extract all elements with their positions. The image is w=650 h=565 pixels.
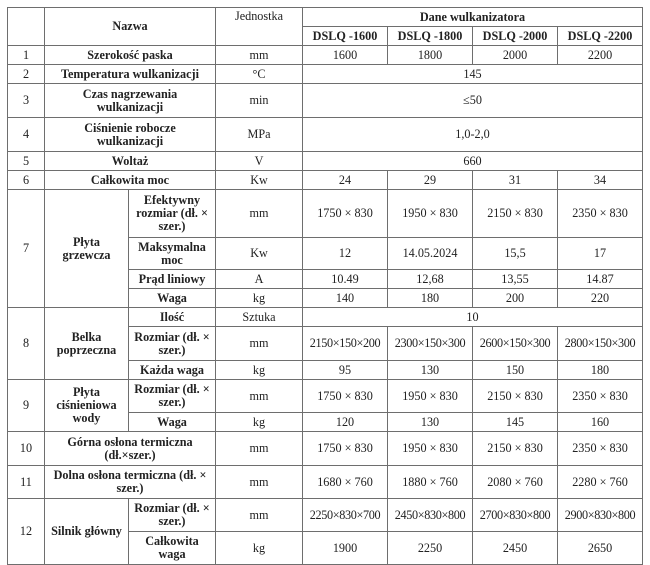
header-model-2: DSLQ -1800 xyxy=(388,27,473,46)
value-cell: 2280 × 760 xyxy=(558,466,643,499)
value-cell: 34 xyxy=(558,171,643,190)
table-row xyxy=(8,466,643,499)
row-number: 9 xyxy=(8,380,45,432)
sub-name: Rozmiar (dł. × szer.) xyxy=(129,499,216,532)
group-name: Belka poprzeczna xyxy=(45,308,129,380)
table-row xyxy=(8,308,643,327)
value-cell: 2200 xyxy=(558,46,643,65)
value-cell: 95 xyxy=(303,361,388,380)
value-cell: 2800×150×300 xyxy=(558,327,643,361)
row-unit: kg xyxy=(216,413,303,432)
row-unit: A xyxy=(216,270,303,289)
row-unit: kg xyxy=(216,361,303,380)
value-cell: 1750 × 830 xyxy=(303,380,388,413)
row-unit: °C xyxy=(216,65,303,84)
table-row xyxy=(8,190,643,238)
value-cell: 2350 × 830 xyxy=(558,432,643,466)
row-unit: Kw xyxy=(216,238,303,270)
row-unit: mm xyxy=(216,380,303,413)
row-name: Czas nagrzewania wulkanizacji xyxy=(45,84,216,118)
value-cell: 12 xyxy=(303,238,388,270)
value-cell: 1950 × 830 xyxy=(388,190,473,238)
value-cell: 2450×830×800 xyxy=(388,499,473,532)
value-cell: 2350 × 830 xyxy=(558,380,643,413)
value-cell: 1600 xyxy=(303,46,388,65)
value-cell: 2150 × 830 xyxy=(473,432,558,466)
header-model-3: DSLQ -2000 xyxy=(473,27,558,46)
row-unit: mm xyxy=(216,432,303,466)
header-group: Dane wulkanizatora xyxy=(303,8,643,27)
row-unit: mm xyxy=(216,327,303,361)
row-name: Dolna osłona termiczna (dł. × szer.) xyxy=(45,466,216,499)
sub-name: Waga xyxy=(129,289,216,308)
value-cell: 17 xyxy=(558,238,643,270)
value-cell: 31 xyxy=(473,171,558,190)
value-cell: 13,55 xyxy=(473,270,558,289)
table-row xyxy=(8,84,643,118)
row-name: Szerokość paska xyxy=(45,46,216,65)
group-name: Płyta ciśnieniowa wody xyxy=(45,380,129,432)
table-row xyxy=(8,152,643,171)
sub-name: Każda waga xyxy=(129,361,216,380)
row-unit: kg xyxy=(216,532,303,565)
row-number: 7 xyxy=(8,190,45,308)
sub-name: Waga xyxy=(129,413,216,432)
value-cell: 130 xyxy=(388,413,473,432)
value-cell: 10.49 xyxy=(303,270,388,289)
value-cell: 29 xyxy=(388,171,473,190)
value-cell: 1950 × 830 xyxy=(388,432,473,466)
table-row xyxy=(8,499,643,532)
row-number: 5 xyxy=(8,152,45,171)
row-unit: Kw xyxy=(216,171,303,190)
value-cell: 2300×150×300 xyxy=(388,327,473,361)
row-unit: MPa xyxy=(216,118,303,152)
value-cell: 24 xyxy=(303,171,388,190)
row-number: 4 xyxy=(8,118,45,152)
row-number: 10 xyxy=(8,432,45,466)
row-number: 12 xyxy=(8,499,45,565)
sub-name: Całkowita waga xyxy=(129,532,216,565)
value-cell: ≤50 xyxy=(303,84,643,118)
row-number: 6 xyxy=(8,171,45,190)
value-cell: 180 xyxy=(388,289,473,308)
row-number: 1 xyxy=(8,46,45,65)
row-unit: min xyxy=(216,84,303,118)
sub-name: Ilość xyxy=(129,308,216,327)
value-cell: 1900 xyxy=(303,532,388,565)
row-name: Woltaż xyxy=(45,152,216,171)
value-cell: 220 xyxy=(558,289,643,308)
value-cell: 15,5 xyxy=(473,238,558,270)
group-name: Płyta grzewcza xyxy=(45,190,129,308)
value-cell: 1880 × 760 xyxy=(388,466,473,499)
header-unit: Jednostka xyxy=(216,8,303,46)
row-number: 11 xyxy=(8,466,45,499)
value-cell: 2250 xyxy=(388,532,473,565)
sub-name: Efektywny rozmiar (dł. × szer.) xyxy=(129,190,216,238)
value-cell: 1950 × 830 xyxy=(388,380,473,413)
table-row xyxy=(8,46,643,65)
value-cell: 2080 × 760 xyxy=(473,466,558,499)
value-cell: 200 xyxy=(473,289,558,308)
table-row xyxy=(8,65,643,84)
value-cell: 2600×150×300 xyxy=(473,327,558,361)
value-cell: 180 xyxy=(558,361,643,380)
value-cell: 12,68 xyxy=(388,270,473,289)
value-cell: 2000 xyxy=(473,46,558,65)
value-cell: 1680 × 760 xyxy=(303,466,388,499)
value-cell: 2700×830×800 xyxy=(473,499,558,532)
specification-table xyxy=(7,7,643,565)
row-unit: mm xyxy=(216,499,303,532)
header-model-1: DSLQ -1600 xyxy=(303,27,388,46)
sub-name: Rozmiar (dł. × szer.) xyxy=(129,380,216,413)
value-cell: 14.05.2024 xyxy=(388,238,473,270)
table-row xyxy=(8,380,643,413)
value-cell: 14.87 xyxy=(558,270,643,289)
value-cell: 1,0-2,0 xyxy=(303,118,643,152)
table-row xyxy=(8,118,643,152)
header-blank-cell xyxy=(8,8,45,46)
table-row xyxy=(8,171,643,190)
value-cell: 1750 × 830 xyxy=(303,432,388,466)
row-name: Górna osłona termiczna (dł.×szer.) xyxy=(45,432,216,466)
value-cell: 2150 × 830 xyxy=(473,380,558,413)
row-unit: kg xyxy=(216,289,303,308)
sub-name: Maksymalna moc xyxy=(129,238,216,270)
value-cell: 145 xyxy=(303,65,643,84)
sub-name: Prąd liniowy xyxy=(129,270,216,289)
value-cell: 2650 xyxy=(558,532,643,565)
row-name: Ciśnienie robocze wulkanizacji xyxy=(45,118,216,152)
value-cell: 660 xyxy=(303,152,643,171)
value-cell: 145 xyxy=(473,413,558,432)
row-unit: mm xyxy=(216,46,303,65)
row-number: 8 xyxy=(8,308,45,380)
table-row xyxy=(8,432,643,466)
value-cell: 160 xyxy=(558,413,643,432)
value-cell: 150 xyxy=(473,361,558,380)
row-unit: Sztuka xyxy=(216,308,303,327)
value-cell: 1750 × 830 xyxy=(303,190,388,238)
value-cell: 10 xyxy=(303,308,643,327)
group-name: Silnik główny xyxy=(45,499,129,565)
row-unit: mm xyxy=(216,466,303,499)
value-cell: 1800 xyxy=(388,46,473,65)
value-cell: 2350 × 830 xyxy=(558,190,643,238)
value-cell: 2900×830×800 xyxy=(558,499,643,532)
sub-name: Rozmiar (dł. × szer.) xyxy=(129,327,216,361)
header-model-4: DSLQ -2200 xyxy=(558,27,643,46)
header-name: Nazwa xyxy=(45,8,216,46)
row-unit: mm xyxy=(216,190,303,238)
row-number: 2 xyxy=(8,65,45,84)
row-number: 3 xyxy=(8,84,45,118)
row-unit: V xyxy=(216,152,303,171)
value-cell: 2450 xyxy=(473,532,558,565)
row-name: Temperatura wulkanizacji xyxy=(45,65,216,84)
value-cell: 130 xyxy=(388,361,473,380)
value-cell: 2150×150×200 xyxy=(303,327,388,361)
value-cell: 2250×830×700 xyxy=(303,499,388,532)
value-cell: 2150 × 830 xyxy=(473,190,558,238)
row-name: Całkowita moc xyxy=(45,171,216,190)
value-cell: 120 xyxy=(303,413,388,432)
value-cell: 140 xyxy=(303,289,388,308)
